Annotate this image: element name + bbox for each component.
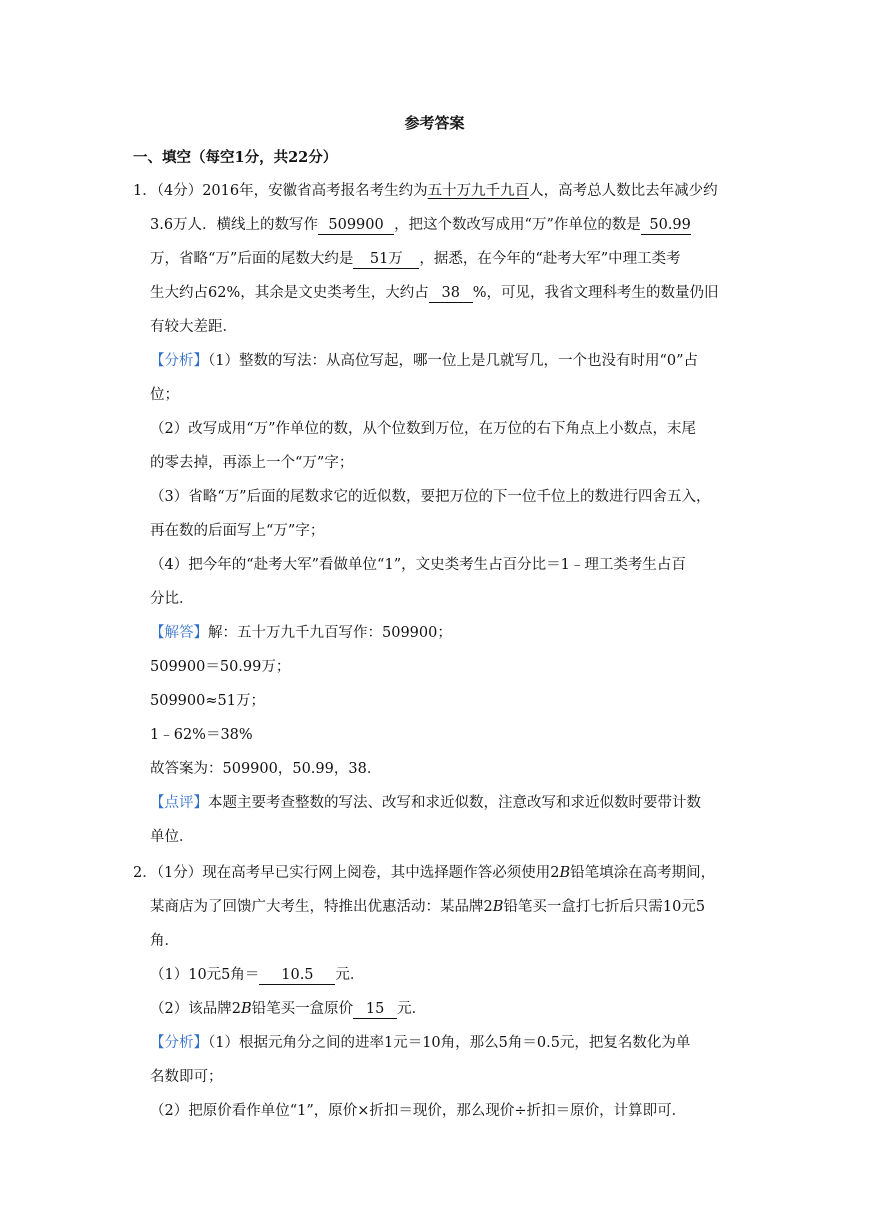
- q1-text: %，可见，我省文理科考生的数量仍旧: [472, 285, 719, 301]
- q1-text: 万，省略“万”后面的尾数大约是: [150, 251, 354, 267]
- q2-analysis-line-2: （2）把原价看作单位“1”，原价×折扣＝现价，那么现价÷折扣＝原价，计算即可．: [150, 1103, 687, 1119]
- analysis-text: （1）根据元角分之间的进率1元＝10角，那么5角＝0.5元，把复名数化为单: [208, 1035, 691, 1051]
- q1-analysis-line-1b: 位；: [150, 387, 179, 403]
- q1-line-2: [150, 215, 691, 235]
- answer-tag: 【解答】: [150, 625, 208, 641]
- q2-variable: B: [559, 865, 571, 881]
- q1-answer-line-1: [150, 623, 452, 643]
- q2-text: 某商店为了回馈广大考生，特推出优惠活动：某品牌2: [150, 899, 493, 915]
- q2-part-1: [150, 965, 364, 985]
- q2-line-3: 角．: [150, 933, 179, 949]
- q1-underlined-number-words: 五十万九千九百: [427, 183, 530, 199]
- q2-part-text: 元．: [397, 1001, 427, 1017]
- q1-answer-line-2: 509900＝50.99万；: [150, 659, 291, 675]
- q1-line-4: [150, 283, 719, 303]
- q2-part-2: [150, 999, 426, 1019]
- q1-analysis-line-3b: 再在数的后面写上“万”字；: [150, 523, 325, 539]
- q2-analysis-line-1: [150, 1033, 690, 1053]
- q2-number: 2．: [133, 865, 157, 881]
- analysis-tag: 【分析】: [150, 1035, 208, 1051]
- q1-text: 生大约占62%，其余是文史类考生，大约占: [150, 285, 429, 301]
- q2-part-text: 元．: [335, 967, 365, 983]
- q1-text: ，据悉，在今年的“赴考大军”中理工类考: [419, 251, 681, 267]
- q1-line-5: 有较大差距．: [150, 319, 237, 335]
- q1-number: 1．: [133, 183, 157, 199]
- q2-line-1: [133, 863, 715, 883]
- q1-blank-1: 509900: [318, 216, 394, 235]
- q1-analysis-line-4: （4）把今年的“赴考大军”看做单位“1”，文史类考生占百分比＝1﹣理工类考生占百: [150, 557, 686, 573]
- q2-text: （1分）现在高考早已实行网上阅卷，其中选择题作答必须使用2: [156, 865, 560, 881]
- section-heading: 一、填空（每空1分，共22分）: [133, 149, 338, 166]
- q1-answer-line-4: 1﹣62%＝38%: [150, 727, 253, 743]
- q2-part-text: （2）该品牌2: [150, 1001, 241, 1017]
- q1-line-1: [133, 181, 718, 201]
- q1-analysis-line-3: （3）省略“万”后面的尾数求它的近似数，要把万位的下一位千位上的数进行四舍五入，: [150, 489, 711, 505]
- q2-line-2: [150, 897, 705, 917]
- q1-answer-line-5: 故答案为：509900，50.99，38．: [150, 761, 382, 777]
- answer-text: 解：五十万九千九百写作：509900；: [208, 625, 452, 641]
- q1-comment-line-1: [150, 793, 701, 813]
- q1-text: （4分）2016年，安徽省高考报名考生约为: [156, 183, 428, 199]
- q2-analysis-line-1b: 名数即可；: [150, 1069, 223, 1085]
- q1-text: ，把这个数改写成用“万”作单位的数是: [394, 217, 641, 233]
- q2-blank-1: 10.5: [259, 966, 335, 985]
- q2-text: 铅笔填涂在高考期间，: [570, 865, 716, 881]
- comment-tag: 【点评】: [150, 795, 208, 811]
- q2-text: 铅笔买一盒打七折后只需10元5: [503, 899, 706, 915]
- q1-analysis-line-2b: 的零去掉，再添上一个“万”字；: [150, 455, 354, 471]
- analysis-text: （1）整数的写法：从高位写起，哪一位上是几就写几，一个也没有时用“0”占: [208, 353, 699, 369]
- q1-analysis-line-1: [150, 351, 698, 371]
- page-title: 参考答案: [404, 114, 465, 132]
- q1-text: 3.6万人．横线上的数写作: [150, 217, 319, 233]
- q2-variable: B: [240, 1001, 252, 1017]
- q1-answer-line-3: 509900≈51万；: [150, 693, 265, 709]
- q2-part-text: （1）10元5角＝: [150, 967, 260, 983]
- q2-variable: B: [492, 899, 504, 915]
- q1-blank-4: 38: [429, 284, 473, 303]
- q1-analysis-line-4b: 分比．: [150, 591, 194, 607]
- q2-part-text: 铅笔买一盒原价: [251, 1001, 354, 1017]
- q1-analysis-line-2: （2）改写成用“万”作单位的数，从个位数到万位，在万位的右下角点上小数点，末尾: [150, 421, 697, 437]
- q1-line-3: [150, 249, 681, 269]
- q1-comment-line-2: 单位．: [150, 829, 194, 845]
- comment-text: 本题主要考查整数的写法、改写和求近似数，注意改写和求近似数时要带计数: [208, 795, 701, 811]
- q2-blank-2: 15: [353, 1000, 397, 1019]
- q1-blank-3: 51万: [353, 250, 419, 269]
- q1-text: 人，高考总人数比去年减少约: [529, 183, 718, 199]
- q1-blank-2: 50.99: [641, 216, 691, 235]
- analysis-tag: 【分析】: [150, 353, 208, 369]
